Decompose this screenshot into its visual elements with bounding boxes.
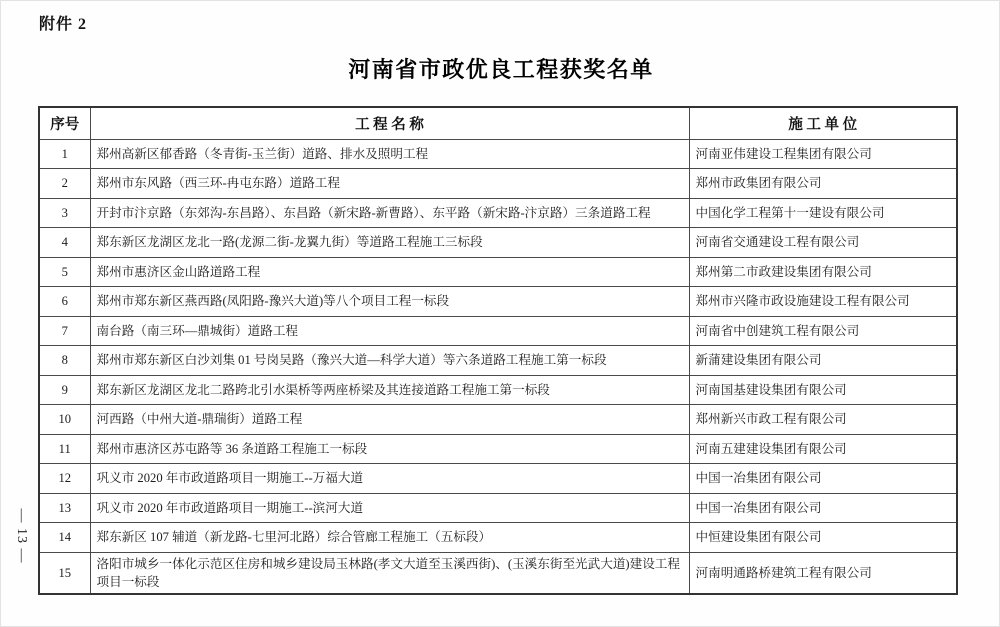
row-seq: 4: [39, 228, 90, 258]
row-seq: 9: [39, 375, 90, 405]
project-name-cell: 郑州市郑东新区白沙刘集 01 号岗吴路（豫兴大道—科学大道）等六条道路工程施工第一标段: [90, 346, 689, 376]
row-seq: 13: [39, 493, 90, 523]
table-row: [39, 346, 957, 376]
table-row: [39, 405, 957, 435]
attachment-label: 附件 2: [39, 16, 88, 33]
contractor-cell: 河南国基建设集团有限公司: [689, 375, 957, 405]
contractor-cell: 河南省中创建筑工程有限公司: [689, 316, 957, 346]
awards-table: [38, 106, 958, 595]
contractor-cell: 中恒建设集团有限公司: [689, 523, 957, 553]
row-seq: 8: [39, 346, 90, 376]
awards-table-header: [39, 107, 957, 139]
table-row: [39, 316, 957, 346]
project-name-cell: 郑州高新区郁香路（冬青街-玉兰街）道路、排水及照明工程: [90, 139, 689, 169]
table-row: [39, 464, 957, 494]
row-seq: 2: [39, 169, 90, 199]
contractor-cell: 河南五建建设集团有限公司: [689, 434, 957, 464]
project-name-cell: 南台路（南三环—鼎城街）道路工程: [90, 316, 689, 346]
table-row: [39, 228, 957, 258]
table-row: [39, 198, 957, 228]
project-name-cell: 河西路（中州大道-鼎瑞街）道路工程: [90, 405, 689, 435]
row-seq: 15: [39, 552, 90, 594]
project-name-cell: 郑州市惠济区苏屯路等 36 条道路工程施工一标段: [90, 434, 689, 464]
contractor-cell: 河南省交通建设工程有限公司: [689, 228, 957, 258]
header-row: [39, 107, 957, 139]
contractor-cell: 中国一冶集团有限公司: [689, 493, 957, 523]
project-name-cell: 洛阳市城乡一体化示范区住房和城乡建设局玉林路(孝文大道至玉溪西街)、(玉溪东街至光武大道)建设工程项目一标段: [90, 552, 689, 594]
row-seq: 6: [39, 287, 90, 317]
row-seq: 11: [39, 434, 90, 464]
page-title: 河南省市政优良工程获奖名单: [348, 57, 654, 82]
contractor-cell: 新蒲建设集团有限公司: [689, 346, 957, 376]
project-name-cell: 郑东新区龙湖区龙北二路跨北引水渠桥等两座桥梁及其连接道路工程施工第一标段: [90, 375, 689, 405]
row-seq: 12: [39, 464, 90, 494]
header-project-name: 工 程 名 称: [90, 107, 689, 139]
contractor-cell: 郑州市兴隆市政设施建设工程有限公司: [689, 287, 957, 317]
project-name-cell: 郑州市惠济区金山路道路工程: [90, 257, 689, 287]
row-seq: 3: [39, 198, 90, 228]
header-seq: 序号: [39, 107, 90, 139]
contractor-cell: 河南亚伟建设工程集团有限公司: [689, 139, 957, 169]
page-number: — 13 —: [14, 508, 29, 564]
table-row: [39, 139, 957, 169]
contractor-cell: 郑州市政集团有限公司: [689, 169, 957, 199]
project-name-cell: 郑东新区龙湖区龙北一路(龙源二街-龙翼九街）等道路工程施工三标段: [90, 228, 689, 258]
project-name-cell: 郑州市东风路（西三环-冉屯东路）道路工程: [90, 169, 689, 199]
row-seq: 7: [39, 316, 90, 346]
contractor-cell: 中国一冶集团有限公司: [689, 464, 957, 494]
table-row: [39, 287, 957, 317]
table-row: [39, 169, 957, 199]
table-row: [39, 375, 957, 405]
project-name-cell: 开封市汴京路（东郊沟-东昌路）、东昌路（新宋路-新曹路）、东平路（新宋路-汴京路）三条道路工程: [90, 198, 689, 228]
row-seq: 10: [39, 405, 90, 435]
project-name-cell: 郑州市郑东新区燕西路(凤阳路-豫兴大道)等八个项目工程一标段: [90, 287, 689, 317]
header-contractor: 施 工 单 位: [689, 107, 957, 139]
awards-table-body: [39, 139, 957, 594]
contractor-cell: 中国化学工程第十一建设有限公司: [689, 198, 957, 228]
project-name-cell: 巩义市 2020 年市政道路项目一期施工--万福大道: [90, 464, 689, 494]
table-row: [39, 523, 957, 553]
table-row: [39, 434, 957, 464]
row-seq: 1: [39, 139, 90, 169]
contractor-cell: 郑州新兴市政工程有限公司: [689, 405, 957, 435]
table-row: [39, 552, 957, 594]
contractor-cell: 郑州第二市政建设集团有限公司: [689, 257, 957, 287]
table-row: [39, 257, 957, 287]
row-seq: 14: [39, 523, 90, 553]
project-name-cell: 巩义市 2020 年市政道路项目一期施工--滨河大道: [90, 493, 689, 523]
table-row: [39, 493, 957, 523]
row-seq: 5: [39, 257, 90, 287]
contractor-cell: 河南明通路桥建筑工程有限公司: [689, 552, 957, 594]
project-name-cell: 郑东新区 107 辅道（新龙路-七里河北路）综合管廊工程施工（五标段）: [90, 523, 689, 553]
